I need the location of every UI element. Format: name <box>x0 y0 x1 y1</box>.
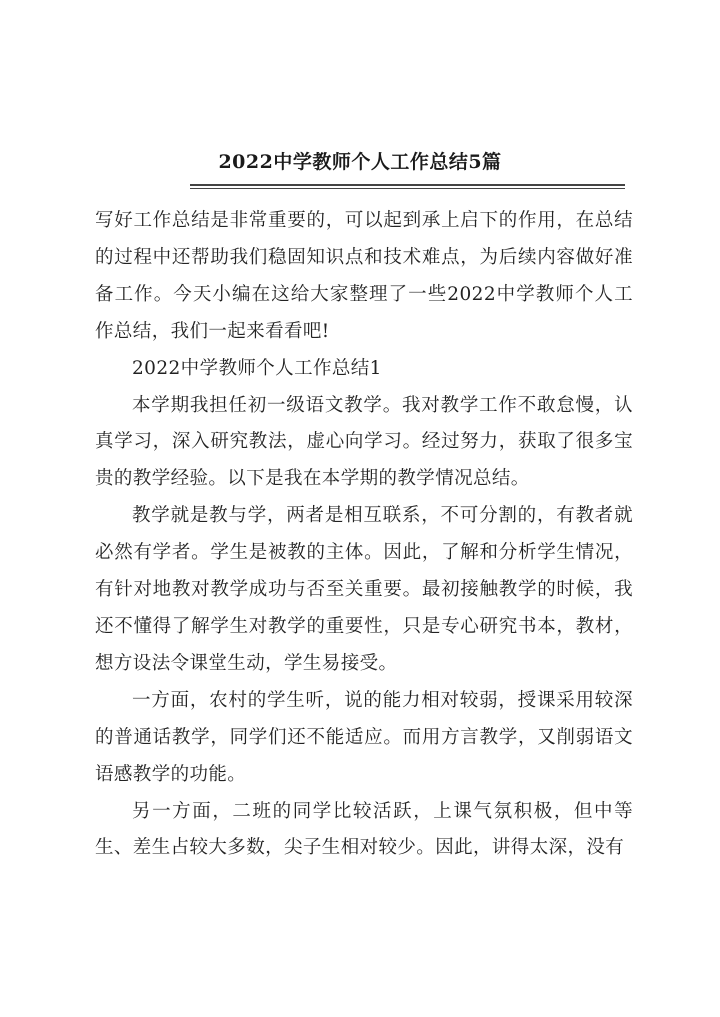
paragraph: 教学就是教与学，两者是相互联系，不可分割的，有教者就必然有学者。学生是被教的主体。因此，了解和分析学生情况，有针对地教对教学成功与否至关重要。最初接触教学的时候，我还不懂得了解学生对教学的重要性，只是专心研究书本，教材，想方设法令课堂生动，学生易接受。 <box>95 505 633 674</box>
title-divider <box>190 184 625 189</box>
document-body <box>95 203 633 867</box>
paragraph: 一方面，农村的学生听，说的能力相对较弱，授课采用较深的普通话教学，同学们还不能适应。而用方言教学，又削弱语文语感教学的功能。 <box>95 689 633 785</box>
document-title: 2022中学教师个人工作总结5篇 <box>218 151 502 173</box>
paragraph: 本学期我担任初一级语文教学。我对教学工作不敢怠慢，认真学习，深入研究教法，虚心向学习。经过努力，获取了很多宝贵的教学经验。以下是我在本学期的教学情况总结。 <box>95 394 633 490</box>
paragraph: 另一方面，二班的同学比较活跃，上课气氛积极，但中等生、差生占较大多数，尖子生相对较少。因此，讲得太深，没有 <box>95 800 633 859</box>
section-heading: 2022中学教师个人工作总结1 <box>132 357 382 379</box>
paragraph-intro: 写好工作总结是非常重要的，可以起到承上启下的作用，在总结的过程中还帮助我们稳固知识点和技术难点，为后续内容做好准备工作。今天小编在这给大家整理了一些2022中学教师个人工作总结，我们一起来看看吧! <box>95 210 633 342</box>
